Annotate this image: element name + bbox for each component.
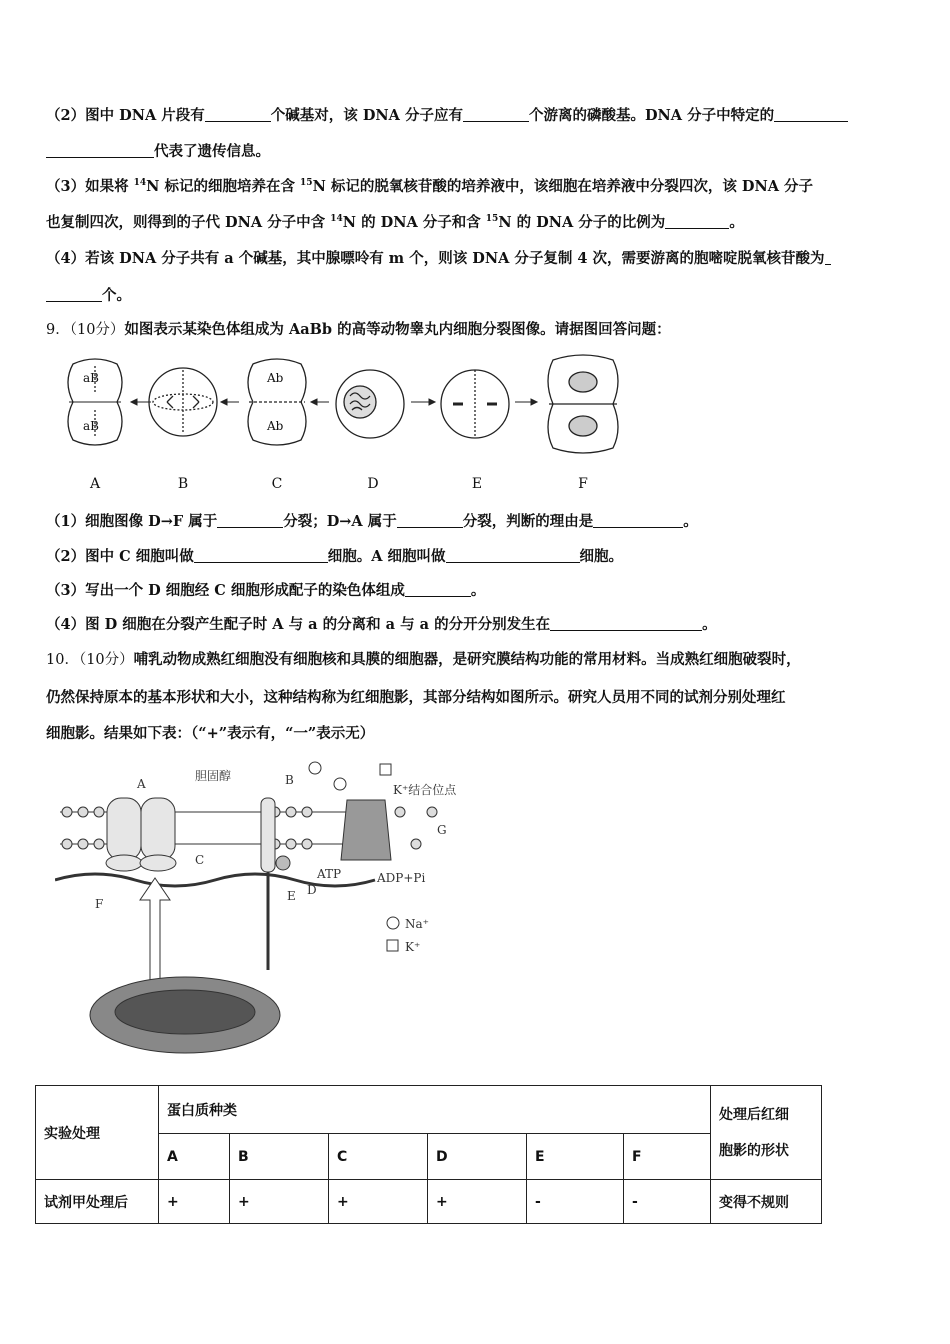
answer-blank[interactable] <box>405 582 471 597</box>
q9-sub3: （3）写出一个 D 细胞经 C 细胞形成配子的染色体组成 。 <box>46 582 486 599</box>
label-adp: ADP+Pi <box>377 871 426 885</box>
answer-blank[interactable] <box>46 143 154 158</box>
answer-blank[interactable] <box>194 548 328 563</box>
col-f: F <box>624 1134 711 1180</box>
fig-label-d: D <box>367 476 379 492</box>
label-atp: ATP <box>317 867 342 881</box>
q9-stem: 9．（10分）如图表示某染色体组成为 AaBb 的高等动物睾丸内细胞分裂图像。请据图回答问题： <box>46 321 671 338</box>
row-label: 试剂甲处理后 <box>36 1180 159 1224</box>
q8-part2-line1: （2）图中 DNA 片段有 个碱基对，该 DNA 分子应有 个游离的磷酸基。DNA 分子中特定的 <box>46 104 848 125</box>
cell-c-bottom-genes: Ab <box>267 419 284 433</box>
fig-label-e: E <box>471 476 483 492</box>
header-protein-types: 蛋白质种类 <box>159 1086 711 1134</box>
label-d: D <box>307 883 317 897</box>
q8-part3-line1: （3）如果将 $^{14}$N 标记的细胞培养在含 $^{15}$N 标记的脱氧核苷酸的培养液中，该细胞在培养液中分裂四次，该 DNA 分子 <box>46 178 814 195</box>
cell-a: + <box>159 1180 230 1224</box>
cell-shape: 变得不规则 <box>711 1180 822 1224</box>
fig-label-b: B <box>177 476 189 492</box>
cell-f-diagram <box>548 355 618 453</box>
results-table <box>35 1085 822 1224</box>
protein-a <box>106 798 176 871</box>
answer-blank[interactable] <box>446 548 580 563</box>
answer-blank[interactable] <box>463 107 529 122</box>
cell-c-top-genes: Ab <box>267 371 284 385</box>
label-k: K⁺ <box>405 940 421 954</box>
answer-blank[interactable] <box>825 250 831 265</box>
header-shape: 处理后红细 胞影的形状 <box>711 1086 822 1180</box>
label-cholesterol: 胆固醇 <box>195 769 232 783</box>
col-a: A <box>159 1134 230 1180</box>
cell-d-diagram <box>336 370 404 438</box>
answer-blank[interactable] <box>593 513 683 528</box>
cell-a-bottom-genes: aB <box>83 419 99 433</box>
label-g: G <box>437 823 447 837</box>
label-b: B <box>285 773 294 787</box>
table-row <box>36 1180 822 1224</box>
q8-part4-line1: （4）若该 DNA 分子共有 a 个碱基，其中腺嘌呤有 m 个，则该 DNA 分子复制 4 次，需要游离的胞嘧啶脱氧核苷酸为 <box>46 247 831 268</box>
fig-label-a: A <box>89 476 101 492</box>
label-na: Na⁺ <box>405 917 429 931</box>
col-d: D <box>428 1134 527 1180</box>
answer-blank[interactable] <box>46 287 102 302</box>
cell-a-top-genes: aB <box>83 371 99 385</box>
cell-division-figure <box>55 352 635 497</box>
protein-g-pump <box>341 800 391 860</box>
protein-b <box>261 798 290 872</box>
q10-stem-line3: 细胞影。结果如下表：（“+”表示有，“一”表示无） <box>46 725 375 742</box>
red-cell-membrane-figure <box>55 760 515 1065</box>
cell-e-diagram <box>441 370 509 438</box>
q10-stem-line2: 仍然保持原本的基本形状和大小，这种结构称为红细胞影，其部分结构如图所示。研究人员用不同的试剂分别处理红 <box>46 689 786 706</box>
answer-blank[interactable] <box>774 107 848 122</box>
q8-part2-line2: 代表了遗传信息。 <box>46 140 270 161</box>
q9-sub4: （4）图 D 细胞在分裂产生配子时 A 与 a 的分离和 a 与 a 的分开分别发生在 。 <box>46 616 717 633</box>
answer-blank[interactable] <box>550 616 702 631</box>
label-k-site: K⁺结合位点 <box>393 783 457 797</box>
answer-blank[interactable] <box>205 107 271 122</box>
cell-c: + <box>329 1180 428 1224</box>
label-c: C <box>195 853 205 867</box>
q9-sub1: （1）细胞图像 D→F 属于 分裂；D→A 属于 分裂，判断的理由是 。 <box>46 513 698 530</box>
col-e: E <box>527 1134 624 1180</box>
cell-b-diagram <box>149 368 217 436</box>
cell-d: + <box>428 1180 527 1224</box>
label-f: F <box>95 897 104 911</box>
answer-blank[interactable] <box>397 513 463 528</box>
answer-blank[interactable] <box>217 513 283 528</box>
label-a: A <box>137 777 146 791</box>
cell-b: + <box>230 1180 329 1224</box>
header-treatment: 实验处理 <box>36 1086 159 1180</box>
q9-sub2: （2）图中 C 细胞叫做 细胞。A 细胞叫做 细胞。 <box>46 548 624 565</box>
fig-label-f: F <box>578 476 588 492</box>
cell-e: - <box>527 1180 624 1224</box>
division-arrows <box>131 399 537 405</box>
cell-f: - <box>624 1180 711 1224</box>
fig-label-c: C <box>271 476 283 492</box>
label-e: E <box>287 889 296 903</box>
col-b: B <box>230 1134 329 1180</box>
q10-stem-line1: 10．（10分）哺乳动物成熟红细胞没有细胞核和具膜的细胞器，是研究膜结构功能的常用材料。当成熟红细胞破裂时， <box>46 651 801 668</box>
col-c: C <box>329 1134 428 1180</box>
answer-blank[interactable] <box>665 214 729 229</box>
q8-part4-line2: 个。 <box>46 284 131 305</box>
q8-part3-line2: 也复制四次，则得到的子代 DNA 分子中含 $^{14}$N 的 DNA 分子和含 $^{15}$N 的 DNA 分子的比例为 。 <box>46 214 744 231</box>
